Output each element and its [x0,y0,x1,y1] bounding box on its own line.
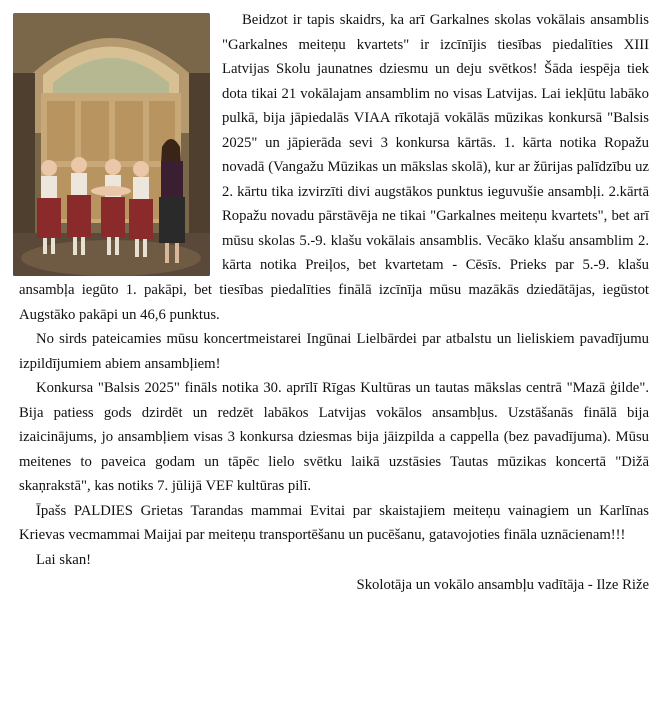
article-paragraph: Lai skan! [36,552,92,569]
article-paragraph: Konkursa "Balsis 2025" fināls notika 30. aprīlī Rīgas Kultūras un tautas mākslas centrā "Mazā ģilde". Bija patiess gods dzirdēt un redzēt labākos Latvijas vokālos ansambļus. Uzstāšanās finālā bija izaicinājums, jo ansambļiem visas 3 konkursa dziesmas bija jāizpilda a cappella (bez pavadījuma). Mūsu meitenes to paveica godam un tāpēc lielo svētku laikā uzstāsies Tautas mūzikas koncertā "Dižā skaņrakstā", kas notiks 7. jūlijā VEF kultūras pilī. [19,380,649,495]
signature: Skolotāja un vokālo ansambļu vadītāja - Ilze Riže [356,576,649,593]
paragraph-text: Beidzot ir tapis skaidrs, ka arī Garkalnes skolas vokālais ansamblis "Garkalnes meiteņu kvartets" ir izcīnījis tiesības piedalīties XIII Latvijas Skolu jaunatnes dziesmu un deju svētkos! Šāda iespēja tiek dota tikai 21 vokālajam ansamblim no visas Latvijas. Lai iekļūtu labāko pulkā, bija jāpiedalās VIAA rīkotajā vokālās mūzikas konkursā "Balsis 2025" un jāpierāda sevi 3 konkursa kārtās. 1. kārta notika Ropažu novadā (Vangažu Mūzikas un mākslas skolā), kur ar žūrijas palīdzību uz 2. kārtu tika izvirzīti divi augstākos punktus ieguvušie ansambļi. 2.kārtā Ropažu novadu pārstāvēja ne tikai "Garkalnes meiteņu kvartets", bet arī mūsu skolas 5.-9. klašu vokālais ansamblis. Vecāko klašu ansamblim 2. kārta notika Preiļos, bet kvartetam - Cēsīs. Prieks par 5.-9. klašu ansambļa iegūto 1. pakāpi, bet tiesības piedalīties finālā izcīnīja mūsu mazākās dziedātājas, iegūstot Augstāko pakāpi un 46,6 punktus. [19,12,649,323]
article-paragraph: No sirds pateicamies mūsu koncertmeistarei Ingūnai Lielbārdei par atbalstu un lieliskiem pavadījumu izpildījumiem abiem ansambļiem! [19,331,649,372]
photo-float-spacer [19,8,222,276]
article-body [19,8,649,597]
article-paragraph: Īpašs PALDIES Grietas Tarandas mammai Evitai par skaistajiem meiteņu vainagiem un Karlīnas Krievas vecmammai Maijai par meiteņu transportēšanu un pucēšanu, gatavojoties fināla uznācienam!!! [19,502,649,544]
